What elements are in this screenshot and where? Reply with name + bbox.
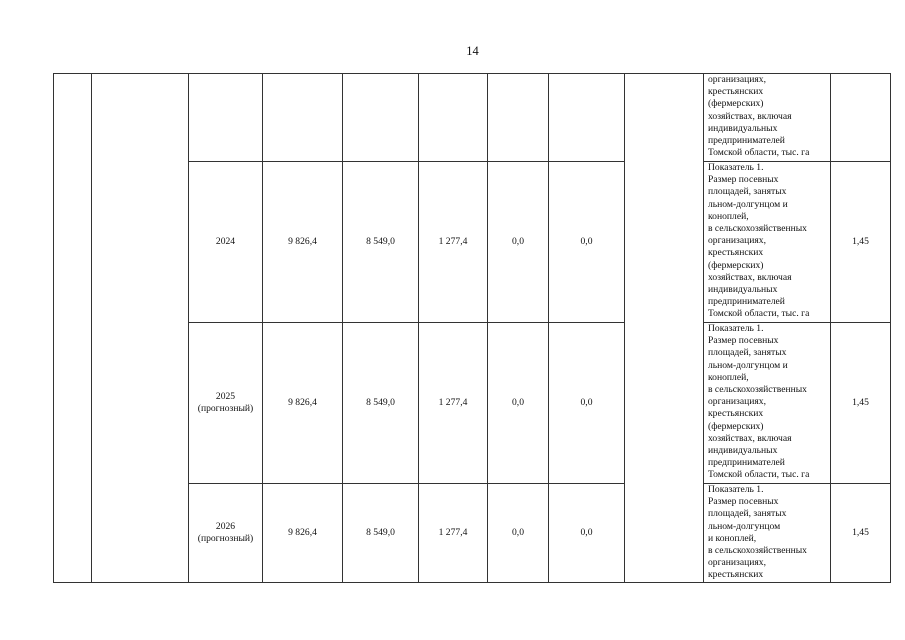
year-text: 2025 <box>215 390 236 402</box>
local-cell: 0,0 <box>488 323 549 484</box>
indicator-value-cell <box>831 74 891 162</box>
table-row <box>54 74 891 162</box>
indicator-line: Томской области, тыс. га <box>708 308 810 320</box>
indicator-line: (фермерских) <box>708 259 764 271</box>
indicator-line: льном-долгунцом и <box>708 359 788 371</box>
federal-cell: 8 549,0 <box>343 323 419 484</box>
indicator-line: (фермерских) <box>708 420 764 432</box>
indicator-line: Размер посевных <box>708 335 779 347</box>
indicator-line: хозяйствах, включая <box>708 271 792 283</box>
measure-name-cell <box>92 74 189 583</box>
indicator-line: индивидуальных <box>708 445 778 457</box>
indicator-value-cell: 1,45 <box>831 323 891 484</box>
regional-cell: 1 277,4 <box>419 323 488 484</box>
indicator-line: льном-долгунцом и <box>708 198 788 210</box>
indicator-line: хозяйствах, включая <box>708 432 792 444</box>
indicator-line: предпринимателей <box>708 457 785 469</box>
indicator-line: площадей, занятых <box>708 347 787 359</box>
total-cell: 9 826,4 <box>263 162 343 323</box>
indicator-line: организациях, <box>708 396 766 408</box>
indicator-line: Показатель 1. <box>708 323 764 334</box>
regional-cell: 1 277,4 <box>419 484 488 583</box>
year-note: (прогнозный) <box>197 532 254 544</box>
federal-cell <box>343 74 419 162</box>
indicator-cell <box>704 323 831 484</box>
year-cell <box>189 74 263 162</box>
indicator-line: организациях, <box>708 235 766 247</box>
number-cell <box>54 74 92 583</box>
indicator-line: предпринимателей <box>708 296 785 308</box>
extra-cell: 0,0 <box>549 484 625 583</box>
year-cell <box>189 323 263 484</box>
indicator-cell <box>704 162 831 323</box>
indicator-line: Размер посевных <box>708 496 779 508</box>
indicator-line: индивидуальных <box>708 122 778 134</box>
indicator-line: крестьянских <box>708 247 764 259</box>
year-cell <box>189 162 263 323</box>
indicator-line: площадей, занятых <box>708 186 787 198</box>
indicator-cell <box>704 484 831 583</box>
indicator-line: крестьянских <box>708 86 764 98</box>
indicator-line: площадей, занятых <box>708 508 787 520</box>
federal-cell: 8 549,0 <box>343 484 419 583</box>
indicator-line: организациях, <box>708 74 766 85</box>
indicator-line: организациях, <box>708 557 766 569</box>
indicator-value-cell: 1,45 <box>831 162 891 323</box>
indicator-line: в сельскохозяйственных <box>708 384 807 396</box>
year-cell <box>189 484 263 583</box>
extra-cell: 0,0 <box>549 162 625 323</box>
extra-cell <box>549 74 625 162</box>
indicator-line: крестьянских <box>708 569 764 581</box>
year-text: 2024 <box>215 235 236 247</box>
local-cell <box>488 74 549 162</box>
indicator-line: в сельскохозяйственных <box>708 223 807 235</box>
extra-cell: 0,0 <box>549 323 625 484</box>
indicator-line: льном-долгунцом <box>708 520 781 532</box>
indicator-value-cell: 1,45 <box>831 484 891 583</box>
total-cell <box>263 74 343 162</box>
year-note: (прогнозный) <box>197 403 254 414</box>
local-cell: 0,0 <box>488 484 549 583</box>
indicator-line: индивидуальных <box>708 284 778 296</box>
indicator-line: Томской области, тыс. га <box>708 147 810 159</box>
local-cell: 0,0 <box>488 162 549 323</box>
indicator-line: в сельскохозяйственных <box>708 545 807 557</box>
regional-cell: 1 277,4 <box>419 162 488 323</box>
indicator-line: коноплей, <box>708 210 749 222</box>
total-cell: 9 826,4 <box>263 323 343 484</box>
page-number: 14 <box>466 44 479 58</box>
indicator-line: предпринимателей <box>708 135 785 147</box>
year-text: 2026 <box>215 520 236 532</box>
indicator-line: Томской области, тыс. га <box>708 469 810 481</box>
indicator-line: Показатель 1. <box>708 162 764 173</box>
indicator-line: Размер посевных <box>708 174 779 186</box>
regional-cell <box>419 74 488 162</box>
indicator-line: Показатель 1. <box>708 484 764 495</box>
indicator-line: крестьянских <box>708 408 764 420</box>
indicator-line: и коноплей, <box>708 532 757 544</box>
executor-cell <box>625 74 704 583</box>
financing-table <box>53 73 891 583</box>
indicator-line: коноплей, <box>708 371 749 383</box>
federal-cell: 8 549,0 <box>343 162 419 323</box>
total-cell: 9 826,4 <box>263 484 343 583</box>
indicator-line: (фермерских) <box>708 98 764 110</box>
indicator-line: хозяйствах, включая <box>708 110 792 122</box>
indicator-cell <box>704 74 831 162</box>
